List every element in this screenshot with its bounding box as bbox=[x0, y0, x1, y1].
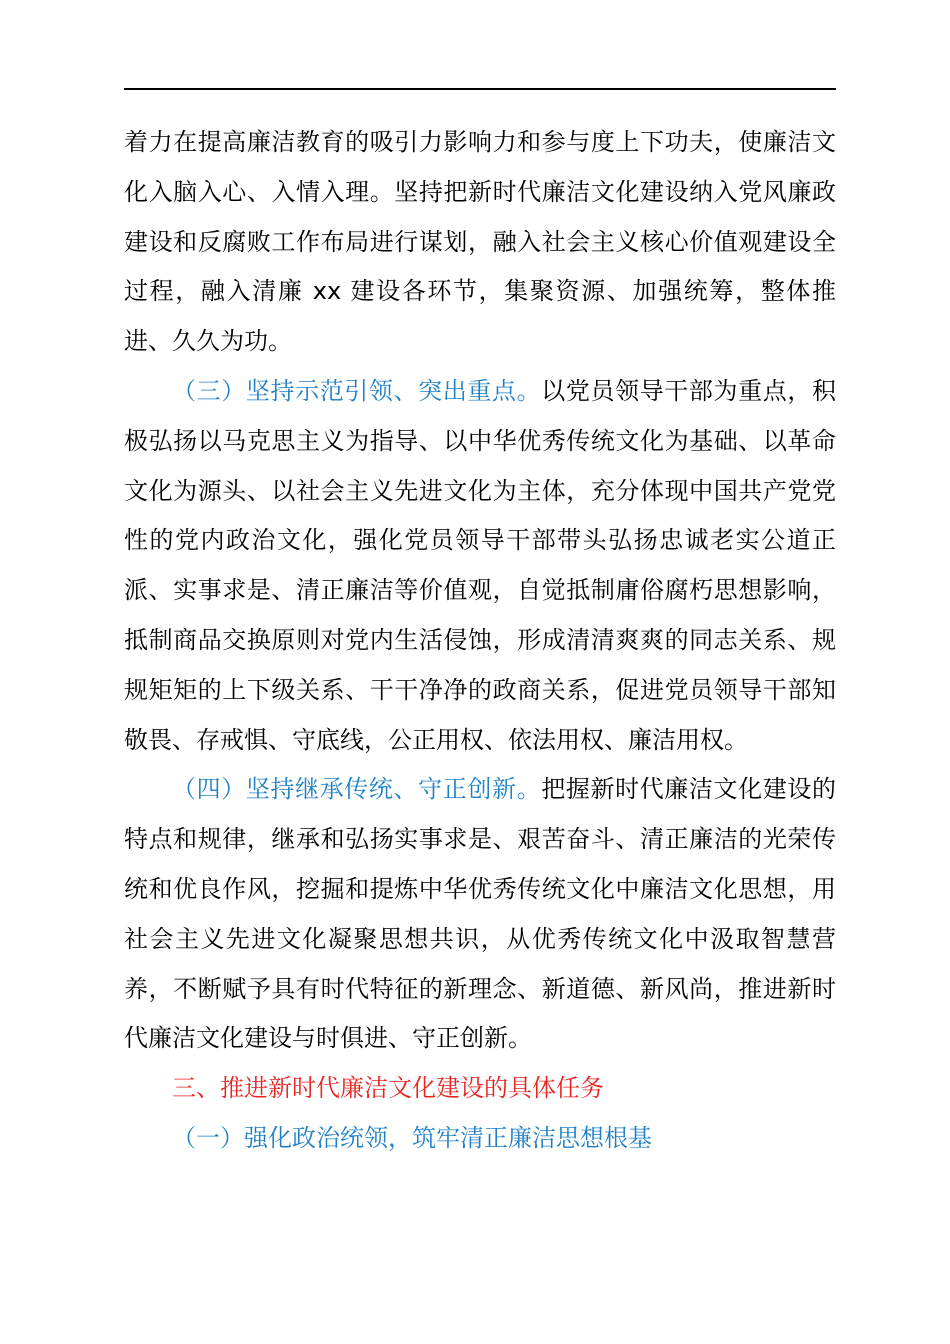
paragraph-lead: （四）坚持继承传统、守正创新。 bbox=[172, 775, 542, 804]
section-heading: 三、推进新时代廉洁文化建设的具体任务 bbox=[172, 1074, 604, 1103]
subsection-heading: （一）强化政治统领，筑牢清正廉洁思想根基 bbox=[172, 1123, 652, 1152]
paragraph-text: 以党员领导干部为重点，积极弘扬以马克思主义为指导、以中华优秀传统文化为基础、以革命文化为源头、以社会主义先进文化为主体，充分体现中国共产党党性的党内政治文化，强化党员领导干部带头弘扬忠诚老实公道正派、实事求是、清正廉洁等价值观，自觉抵制庸俗腐朽思想影响，抵制商品交换原则对党内生活侵蚀，形成清清爽爽的同志关系、规规矩矩的上下级关系、干干净净的政商关系，促进党员领导干部知敬畏、存戒惧、守底线，公正用权、依法用权、廉洁用权。 bbox=[124, 376, 837, 754]
paragraph-inheritance bbox=[124, 765, 836, 1064]
document-body bbox=[124, 118, 836, 1164]
paragraph-text: 着力在提高廉洁教育的吸引力影响力和参与度上下功夫，使廉洁文化入脑入心、入情入理。坚持把新时代廉洁文化建设纳入党风廉政建设和反腐败工作布局进行谋划，融入社会主义核心价值观建设全过程，融入清廉 xx 建设各环节，集聚资源、加强统筹，整体推进、久久为功。 bbox=[124, 128, 836, 356]
paragraph-lead: （三）坚持示范引领、突出重点。 bbox=[172, 376, 542, 405]
paragraph-text: 把握新时代廉洁文化建设的特点和规律，继承和弘扬实事求是、艰苦奋斗、清正廉洁的光荣传统和优良作风，挖掘和提炼中华优秀传统文化中廉洁文化思想，用社会主义先进文化凝聚思想共识，从优秀传统文化中汲取智慧营养，不断赋予具有时代特征的新理念、新道德、新风尚，推进新时代廉洁文化建设与时俱进、守正创新。 bbox=[124, 775, 837, 1053]
header-rule bbox=[124, 88, 836, 90]
paragraph-demonstration bbox=[124, 367, 836, 765]
paragraph-continuation bbox=[124, 118, 836, 367]
